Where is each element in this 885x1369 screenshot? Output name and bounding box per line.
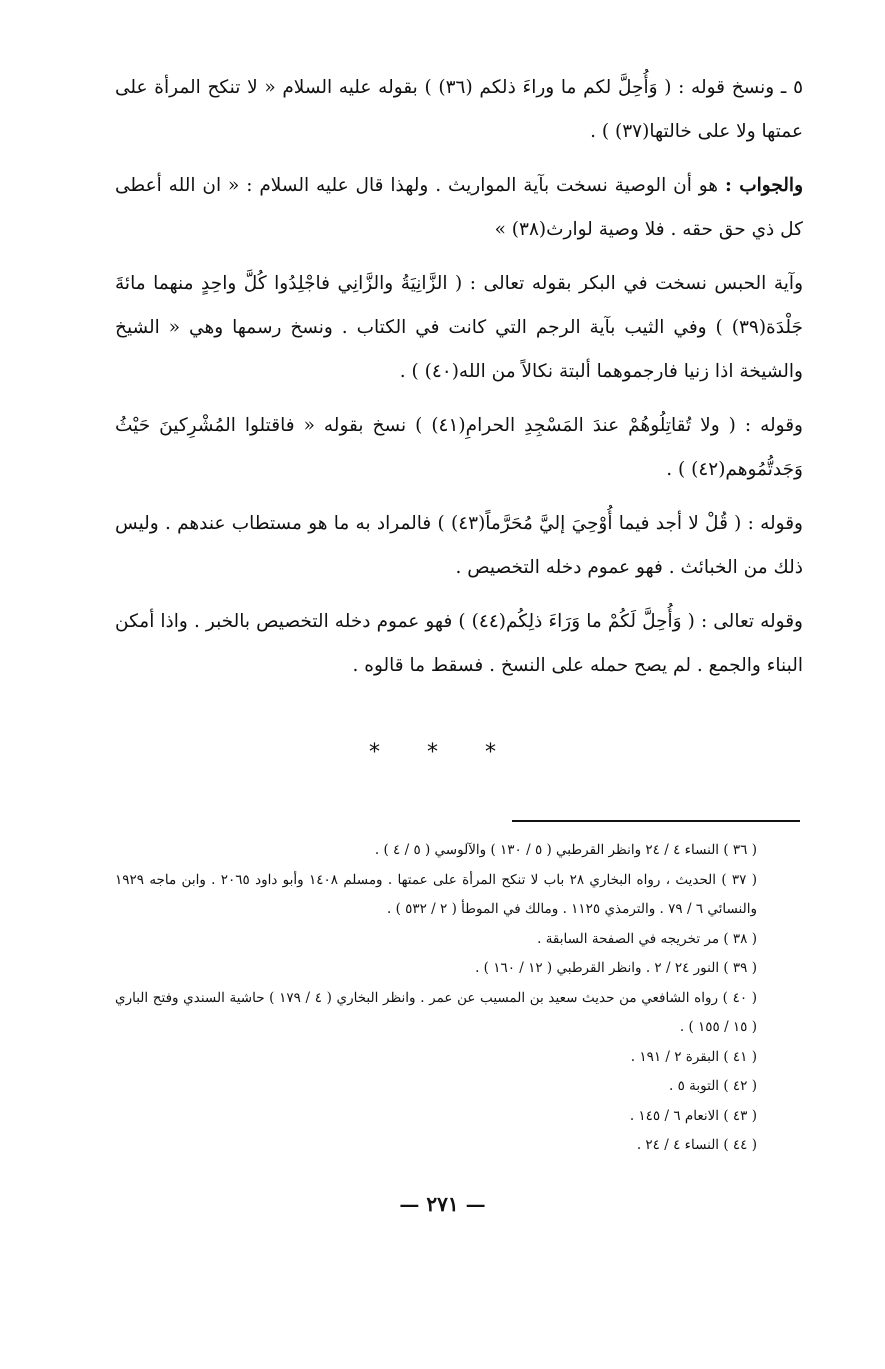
- footnote-42: ( ٤٢ ) التوبة ٥ .: [669, 1078, 757, 1094]
- footnote-38: ( ٣٨ ) مر تخريجه في الصفحة السابقة .: [537, 930, 757, 947]
- footnote-37: ( ٣٧ ) الحديث ، رواه البخاري ٢٨ باب لا تنكح المرأة على عمتها . ومسلم ١٤٠٨ وأبو داود ٢٠٦٥ . وابن ماجه ١٩٢٩ والنسائي ٦ / ٧٩ . والترمذي ١١٢٥ . ومالك في الموطأ ( ٢ / ٥٣٢ ) .: [115, 871, 758, 917]
- footnotes: [115, 836, 803, 1161]
- footnote-39: ( ٣٩ ) النور ٢٤ / ٢ . وانظر القرطبي ( ١٢ / ١٦٠ ) .: [475, 960, 757, 976]
- section-separator: * * *: [369, 740, 516, 765]
- paragraph-forbidden-food: وقوله : ( قُلْ لا أجد فيما أُوْحِيَ إليَّ مُحَرَّماً(٤٣) ) فالمراد به ما هو مستطاب عندهم . وليس ذلك من الخبائث . فهو عموم دخله التخصيص .: [115, 513, 803, 578]
- footnote-43: ( ٤٣ ) الانعام ٦ / ١٤٥ .: [629, 1107, 757, 1124]
- paragraph-confinement-verse: وآية الحبس نسخت في البكر بقوله تعالى : ( الزَّانِيَةُ والزَّانِي فاجْلِدُوا كُلَّ واحِدٍ منهما مائةَ جَلْدَة(٣٩) ) وفي الثيب بآية الرجم التي كانت في الكتاب . ونسخ رسمها وهي « الشيخ والشيخة اذا زنيا فارجموهما ألبتة نكالاً من الله(٤٠) ) .: [115, 273, 803, 382]
- footnote-36: ( ٣٦ ) النساء ٤ / ٢٤ وانظر القرطبي ( ٥ / ١٣٠ ) والآلوسي ( ٥ / ٤ ) .: [374, 842, 757, 858]
- footnote-41: ( ٤١ ) البقرة ٢ / ١٩١ .: [630, 1048, 757, 1065]
- paragraph-abrogation-5: ٥ ـ ونسخ قوله : ( وَأُحِلَّ لكم ما وراءَ ذلكم (٣٦) ) بقوله عليه السلام « لا تنكح المرأة على عمتها ولا على خالتها(٣٧) ) .: [115, 77, 803, 142]
- paragraph-lawful-beyond: وقوله تعالى : ( وَأُحِلَّ لَكُمْ ما وَرَاءَ ذلِكُم(٤٤) ) فهو عموم دخله التخصيص بالخبر . واذا أمكن البناء والجمع . لم يصح حمله على النسخ . فسقط ما قالوه .: [115, 611, 803, 676]
- footnote-44: ( ٤٤ ) النساء ٤ / ٢٤ .: [636, 1137, 757, 1153]
- footnote-40: ( ٤٠ ) رواه الشافعي من حديث سعيد بن المسيب عن عمر . وانظر البخاري ( ٤ / ١٧٩ ) حاشية السندي وفتح الباري ( ١٥ / ١٥٥ ) .: [115, 989, 758, 1035]
- page-number: — ٢٧١ —: [399, 1192, 486, 1216]
- main-text: [115, 66, 803, 698]
- answer-label: والجواب :: [724, 175, 803, 196]
- paragraph-fighting-verse: وقوله : ( ولا تُقاتِلُوهُمْ عندَ المَسْجِدِ الحرامِ(٤١) ) نسخ بقوله « فاقتلوا المُشْرِكينَ حَيْثُ وَجَدتُّمُوهم(٤٢) ) .: [115, 415, 803, 480]
- answer-text: هو أن الوصية نسخت بآية المواريث . ولهذا قال عليه السلام : « ان الله أعطى كل ذي حق حقه . فلا وصية لوارث(٣٨) »: [115, 175, 803, 240]
- footnote-divider: [512, 820, 800, 822]
- paragraph-answer: [115, 164, 803, 252]
